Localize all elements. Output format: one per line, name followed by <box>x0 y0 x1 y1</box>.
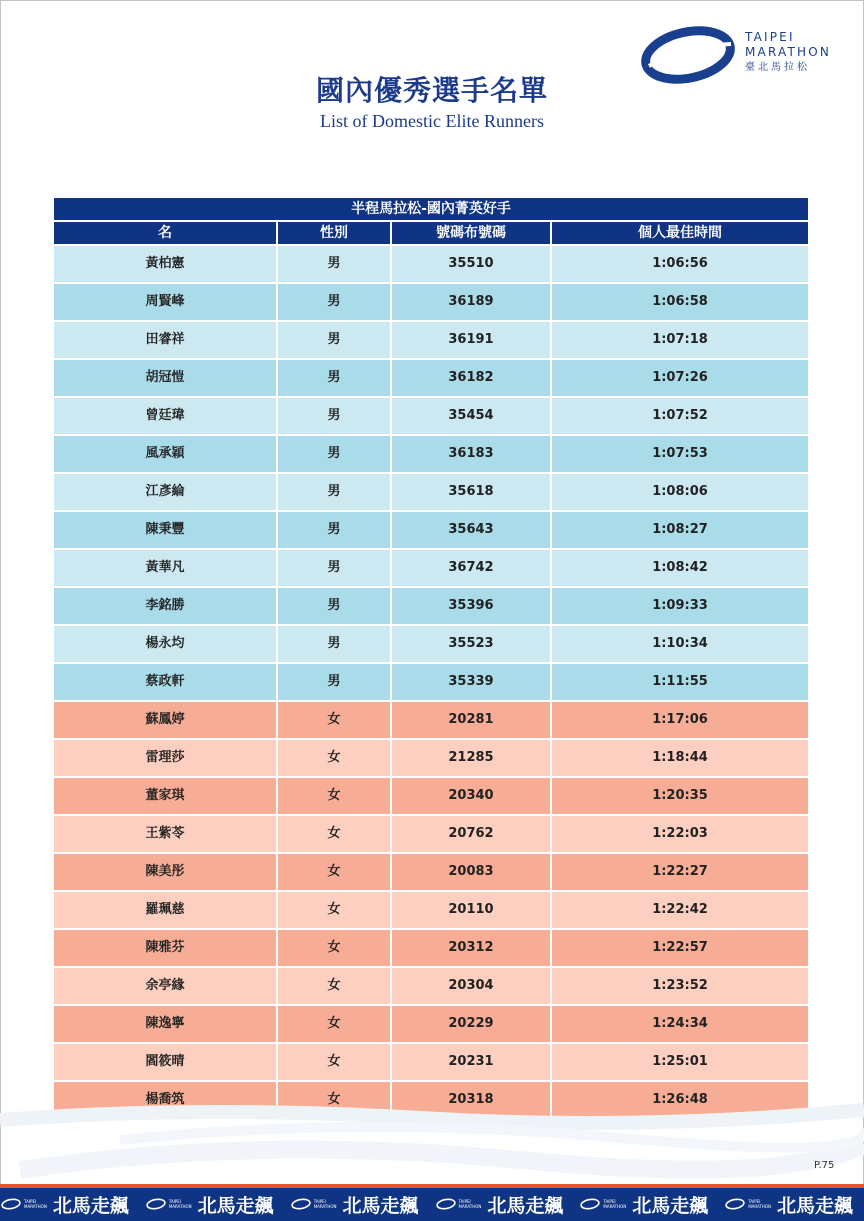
strip-slogan: 北馬走飆 <box>777 1194 854 1217</box>
strip-unit <box>724 1191 853 1218</box>
table-row <box>54 548 808 586</box>
strip-mini-logo <box>0 1198 47 1210</box>
strip-mini-line1: TAIPEI <box>748 1199 761 1204</box>
logo-text-taipei: TAIPEI <box>745 30 795 44</box>
logo-text-chinese: 臺北馬拉松 <box>745 62 810 73</box>
cell-personal-best: 1:22:27 <box>550 854 808 890</box>
cell-name: 田睿祥 <box>54 322 276 358</box>
strip-unit <box>435 1191 564 1218</box>
strip-mini-line1: TAIPEI <box>24 1199 37 1204</box>
logo-text-marathon: MARATHON <box>745 45 832 59</box>
cell-gender: 女 <box>276 930 390 966</box>
cell-personal-best: 1:08:27 <box>550 512 808 548</box>
cell-gender: 女 <box>276 778 390 814</box>
cell-bib-number: 20231 <box>390 1044 550 1080</box>
cell-bib-number: 35396 <box>390 588 550 624</box>
cell-personal-best: 1:25:01 <box>550 1044 808 1080</box>
strip-slogan: 北馬走飆 <box>52 1194 129 1217</box>
table-row <box>54 1004 808 1042</box>
table-row <box>54 434 808 472</box>
cell-bib-number: 35510 <box>390 246 550 282</box>
cell-name: 閻筱晴 <box>54 1044 276 1080</box>
cell-bib-number: 20110 <box>390 892 550 928</box>
table-row <box>54 510 808 548</box>
cell-personal-best: 1:22:42 <box>550 892 808 928</box>
strip-mini-line2: MARATHON <box>168 1204 192 1209</box>
table-row <box>54 244 808 282</box>
cell-bib-number: 36742 <box>390 550 550 586</box>
table-caption: 半程馬拉松-國內菁英好手 <box>54 198 808 220</box>
strip-mini-logo <box>579 1198 626 1210</box>
mini-ellipse-icon <box>0 1198 22 1210</box>
table-row <box>54 1042 808 1080</box>
cell-gender: 女 <box>276 968 390 1004</box>
strip-mini-logo <box>290 1198 337 1210</box>
cell-gender: 男 <box>276 246 390 282</box>
cell-bib-number: 36182 <box>390 360 550 396</box>
strip-mini-line1: TAIPEI <box>458 1199 471 1204</box>
strip-slogan: 北馬走飆 <box>342 1194 419 1217</box>
cell-gender: 男 <box>276 436 390 472</box>
cell-gender: 女 <box>276 1044 390 1080</box>
cell-name: 曾廷瑋 <box>54 398 276 434</box>
cell-personal-best: 1:11:55 <box>550 664 808 700</box>
cell-personal-best: 1:10:34 <box>550 626 808 662</box>
cell-personal-best: 1:07:18 <box>550 322 808 358</box>
page-number: P.75 <box>814 1160 835 1171</box>
cell-bib-number: 20312 <box>390 930 550 966</box>
cell-personal-best: 1:08:42 <box>550 550 808 586</box>
cell-gender: 男 <box>276 512 390 548</box>
cell-personal-best: 1:22:57 <box>550 930 808 966</box>
strip-mini-logo <box>724 1198 771 1210</box>
cell-bib-number: 20318 <box>390 1082 550 1118</box>
cell-personal-best: 1:26:48 <box>550 1082 808 1118</box>
table-row <box>54 738 808 776</box>
cell-gender: 男 <box>276 284 390 320</box>
mini-ellipse-icon <box>724 1198 746 1210</box>
cell-bib-number: 20304 <box>390 968 550 1004</box>
cell-name: 蘇鳳婷 <box>54 702 276 738</box>
cell-name: 楊喬筑 <box>54 1082 276 1118</box>
cell-gender: 女 <box>276 1082 390 1118</box>
title-english: List of Domestic Elite Runners <box>320 111 544 131</box>
cell-name: 李銘勝 <box>54 588 276 624</box>
cell-personal-best: 1:06:56 <box>550 246 808 282</box>
table-row <box>54 586 808 624</box>
strip-mini-text <box>459 1199 482 1209</box>
header-personal-best: 個人最佳時間 <box>550 222 808 244</box>
cell-bib-number: 21285 <box>390 740 550 776</box>
cell-personal-best: 1:22:03 <box>550 816 808 852</box>
strip-mini-text <box>314 1199 337 1209</box>
cell-gender: 女 <box>276 816 390 852</box>
cell-personal-best: 1:18:44 <box>550 740 808 776</box>
cell-bib-number: 20340 <box>390 778 550 814</box>
strip-mini-text <box>603 1199 626 1209</box>
cell-gender: 女 <box>276 854 390 890</box>
strip-mini-text <box>748 1199 771 1209</box>
table-body <box>54 244 808 1118</box>
cell-personal-best: 1:07:52 <box>550 398 808 434</box>
strip-unit <box>290 1191 419 1218</box>
cell-name: 陳逸寧 <box>54 1006 276 1042</box>
header-name: 名 <box>54 222 276 244</box>
mini-ellipse-icon <box>290 1198 312 1210</box>
cell-name: 陳秉豐 <box>54 512 276 548</box>
cell-name: 楊永均 <box>54 626 276 662</box>
cell-bib-number: 20762 <box>390 816 550 852</box>
cell-gender: 男 <box>276 664 390 700</box>
mini-ellipse-icon <box>435 1198 457 1210</box>
table-row <box>54 966 808 1004</box>
cell-bib-number: 36189 <box>390 284 550 320</box>
cell-name: 蔡政軒 <box>54 664 276 700</box>
cell-personal-best: 1:07:53 <box>550 436 808 472</box>
strip-mini-logo <box>435 1198 482 1210</box>
table-row <box>54 358 808 396</box>
cell-name: 黃柏憲 <box>54 246 276 282</box>
cell-bib-number: 35523 <box>390 626 550 662</box>
cell-name: 胡冠愷 <box>54 360 276 396</box>
cell-bib-number: 36183 <box>390 436 550 472</box>
strip-mini-text <box>169 1199 192 1209</box>
mini-ellipse-icon <box>579 1198 601 1210</box>
cell-bib-number: 35643 <box>390 512 550 548</box>
mini-ellipse-icon <box>145 1198 167 1210</box>
bottom-brand-strip <box>0 1184 864 1221</box>
cell-name: 雷理莎 <box>54 740 276 776</box>
strip-mini-line2: MARATHON <box>24 1204 47 1209</box>
cell-gender: 女 <box>276 1006 390 1042</box>
strip-slogan: 北馬走飆 <box>632 1194 709 1217</box>
table-header-row <box>54 220 808 244</box>
table-row <box>54 472 808 510</box>
cell-name: 黃華凡 <box>54 550 276 586</box>
cell-personal-best: 1:23:52 <box>550 968 808 1004</box>
strip-accent-line <box>0 1184 864 1188</box>
cell-name: 陳美彤 <box>54 854 276 890</box>
strip-content <box>0 1190 864 1218</box>
cell-bib-number: 35618 <box>390 474 550 510</box>
header-gender: 性別 <box>276 222 390 244</box>
background-watermark <box>0 1100 864 1185</box>
cell-gender: 女 <box>276 702 390 738</box>
table-row <box>54 776 808 814</box>
cell-personal-best: 1:20:35 <box>550 778 808 814</box>
cell-bib-number: 36191 <box>390 322 550 358</box>
cell-bib-number: 20229 <box>390 1006 550 1042</box>
strip-unit <box>145 1191 274 1218</box>
strip-mini-text <box>24 1199 47 1209</box>
cell-gender: 男 <box>276 360 390 396</box>
strip-mini-logo <box>145 1198 192 1210</box>
elite-runners-table <box>54 198 808 1118</box>
strip-mini-line2: MARATHON <box>748 1204 772 1209</box>
title-chinese: 國內優秀選手名單 <box>315 74 548 107</box>
cell-bib-number: 20083 <box>390 854 550 890</box>
strip-mini-line1: TAIPEI <box>603 1199 616 1204</box>
cell-name: 風承穎 <box>54 436 276 472</box>
table-row <box>54 814 808 852</box>
cell-gender: 女 <box>276 740 390 776</box>
cell-personal-best: 1:08:06 <box>550 474 808 510</box>
cell-gender: 男 <box>276 322 390 358</box>
cell-name: 江彥綸 <box>54 474 276 510</box>
cell-gender: 男 <box>276 550 390 586</box>
cell-personal-best: 1:17:06 <box>550 702 808 738</box>
cell-personal-best: 1:06:58 <box>550 284 808 320</box>
page-title <box>0 72 864 132</box>
cell-gender: 男 <box>276 588 390 624</box>
cell-gender: 男 <box>276 626 390 662</box>
cell-bib-number: 20281 <box>390 702 550 738</box>
cell-bib-number: 35339 <box>390 664 550 700</box>
table-row <box>54 890 808 928</box>
strip-mini-line1: TAIPEI <box>168 1199 182 1204</box>
strip-unit <box>0 1191 129 1218</box>
strip-unit <box>579 1191 708 1218</box>
cell-personal-best: 1:24:34 <box>550 1006 808 1042</box>
cell-gender: 女 <box>276 892 390 928</box>
strip-mini-line2: MARATHON <box>313 1204 337 1209</box>
cell-name: 王紫苓 <box>54 816 276 852</box>
table-row <box>54 662 808 700</box>
strip-mini-line2: MARATHON <box>603 1204 627 1209</box>
strip-mini-line1: TAIPEI <box>313 1199 326 1204</box>
strip-slogan: 北馬走飆 <box>197 1194 274 1217</box>
cell-name: 周賢峰 <box>54 284 276 320</box>
table-row <box>54 700 808 738</box>
table-row <box>54 928 808 966</box>
cell-personal-best: 1:09:33 <box>550 588 808 624</box>
cell-bib-number: 35454 <box>390 398 550 434</box>
table-row <box>54 624 808 662</box>
cell-personal-best: 1:07:26 <box>550 360 808 396</box>
cell-name: 陳雅芬 <box>54 930 276 966</box>
strip-slogan: 北馬走飆 <box>487 1194 564 1217</box>
cell-name: 羅珮慈 <box>54 892 276 928</box>
header-bib-number: 號碼布號碼 <box>390 222 550 244</box>
cell-name: 董家琪 <box>54 778 276 814</box>
table-row <box>54 320 808 358</box>
cell-gender: 男 <box>276 474 390 510</box>
table-row <box>54 282 808 320</box>
cell-gender: 男 <box>276 398 390 434</box>
strip-mini-line2: MARATHON <box>458 1204 482 1209</box>
table-row <box>54 852 808 890</box>
table-row <box>54 396 808 434</box>
cell-name: 余亭緣 <box>54 968 276 1004</box>
